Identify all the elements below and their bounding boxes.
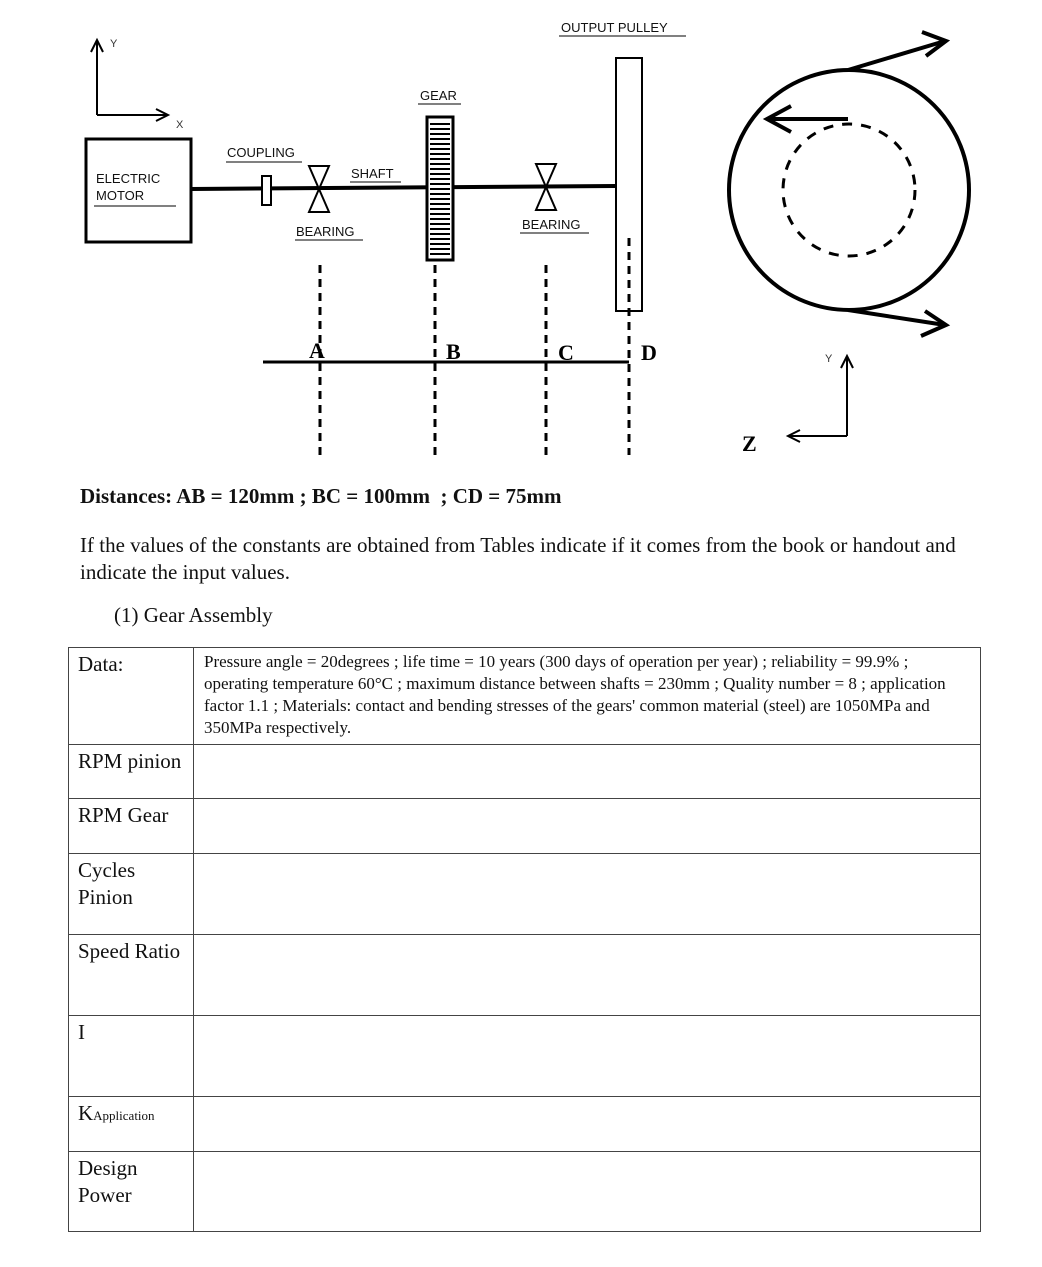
value-cell-design-power[interactable] — [194, 1152, 981, 1232]
row-label-speed-ratio: Speed Ratio — [69, 935, 194, 1016]
bearing-right-label: BEARING — [522, 217, 581, 232]
value-cell-k-application[interactable] — [194, 1097, 981, 1152]
side-z-axis-label: Z — [742, 431, 757, 456]
side-axes — [788, 356, 853, 442]
point-a-label: A — [309, 338, 325, 363]
pulley-hub-dashed — [783, 124, 915, 256]
table-row — [69, 745, 981, 799]
section-lines — [320, 238, 629, 455]
point-d-label: D — [641, 340, 657, 365]
value-cell-i[interactable] — [194, 1016, 981, 1097]
value-cell-rpm-pinion[interactable] — [194, 745, 981, 799]
row-label-i: I — [69, 1016, 194, 1097]
coupling-symbol — [262, 176, 271, 205]
k-label-main: K — [78, 1101, 94, 1125]
instruction-text: If the values of the constants are obtained from Tables indicate if it comes from the book or handout and indicate the input values. — [80, 533, 956, 584]
table-row — [69, 935, 981, 1016]
row-label-rpm-gear: RPM Gear — [69, 799, 194, 854]
gear-assembly-table — [68, 647, 981, 1232]
table-row — [69, 648, 981, 745]
belt-tension-arrows — [767, 32, 946, 336]
table-row — [69, 799, 981, 854]
row-label-design-power: Design Power — [69, 1152, 194, 1232]
row-label-rpm-pinion: RPM pinion — [69, 745, 194, 799]
front-axes — [91, 40, 168, 121]
k-label-subscript: Application — [93, 1108, 155, 1123]
data-description: Pressure angle = 20degrees ; life time = 10 years (300 days of operation per year) ; reliability = 99.9% ; operating temperature 60°C ; maximum distance between shafts = 230mm ; Quality number = 8 ; application factor 1.1 ; Materials: contact and bending stresses of the gears' common material (steel) are 1050MPa and 350MPa respectively. — [194, 648, 981, 745]
row-label-data: Data: — [69, 648, 194, 745]
value-cell-rpm-gear[interactable] — [194, 799, 981, 854]
row-label-k-application — [69, 1097, 194, 1152]
shaft-line — [191, 186, 615, 189]
pulley-side-view — [729, 70, 969, 310]
bearing-left-label: BEARING — [296, 224, 355, 239]
table-row — [69, 1097, 981, 1152]
front-x-axis-label: X — [176, 119, 184, 131]
value-cell-speed-ratio[interactable] — [194, 935, 981, 1016]
coupling-label: COUPLING — [227, 145, 295, 160]
row-label-cycles-pinion: Cycles Pinion — [69, 854, 194, 935]
motor-label-line1: ELECTRIC — [96, 171, 161, 186]
section-title: (1) Gear Assembly — [114, 603, 273, 627]
table-row — [69, 1016, 981, 1097]
output-pulley-label: OUTPUT PULLEY — [561, 20, 668, 35]
point-b-label: B — [446, 339, 461, 364]
table-row — [69, 1152, 981, 1232]
side-y-axis-label: Y — [825, 353, 833, 365]
point-c-label: C — [558, 340, 574, 365]
shaft-label: SHAFT — [351, 166, 394, 181]
table-row — [69, 854, 981, 935]
motor-label-line2: MOTOR — [96, 188, 145, 203]
distances-text: Distances: AB = 120mm ; BC = 100mm ; CD = 75mm — [80, 484, 562, 508]
gear-label: GEAR — [420, 88, 457, 103]
value-cell-cycles-pinion[interactable] — [194, 854, 981, 935]
shaft-assembly-diagram — [0, 0, 1042, 470]
front-y-axis-label: Y — [110, 38, 118, 50]
